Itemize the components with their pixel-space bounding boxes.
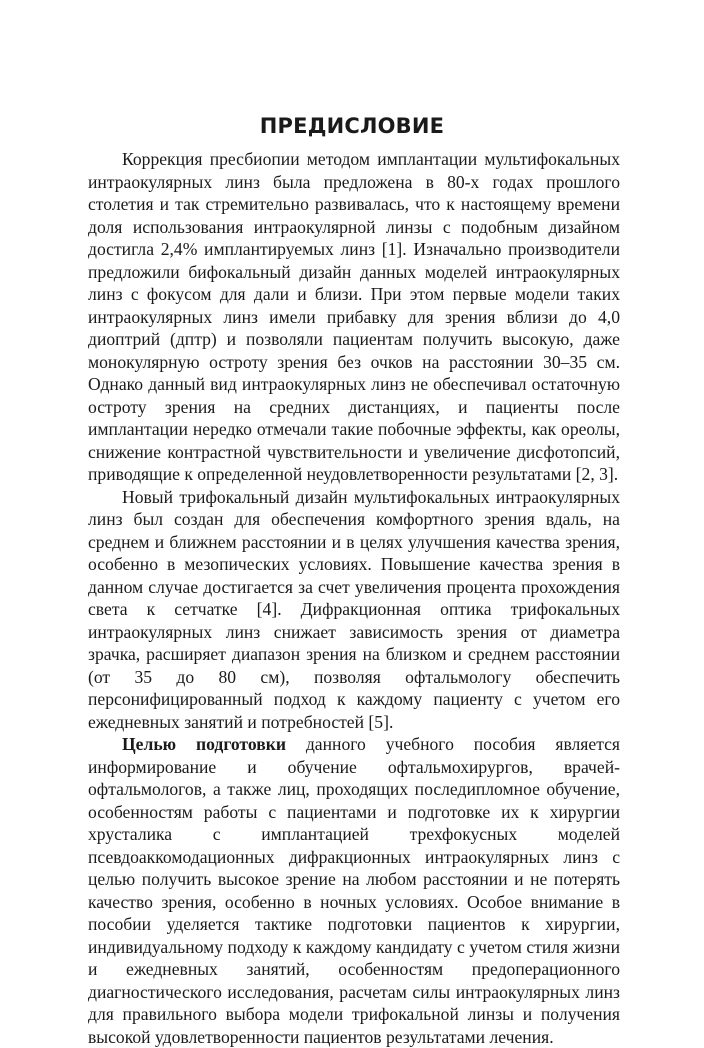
document-body — [88, 148, 620, 1048]
paragraph-1: Коррекция пресбиопии методом имплантации мультифокальных интраокулярных линз была предложена в 80-х годах прошлого столетия и так стремительно развивалась, что к настоящему времени доля использования интраокулярной линзы с подобным дизайном достигла 2,4% имплантируемых линз [1]. Изначально производители предложили бифокальный дизайн данных моделей интраокулярных линз с фокусом для дали и близи. При этом первые модели таких интраокулярных линз имели прибавку для зрения вблизи до 4,0 диоптрий (дптр) и позволяли пациентам получить высокую, даже монокулярную остроту зрения без очков на расстоянии 30–35 см. Однако данный вид интраокулярных линз не обеспечивал остаточную остроту зрения на средних дистанциях, и пациенты после имплантации нередко отмечали такие побочные эффекты, как ореолы, снижение контрастной чувствительности и увеличение дисфотопсий, приводящие к определенной неудовлетворенности результатами [2, 3]. — [88, 149, 620, 484]
page-title: ПРЕДИСЛОВИЕ — [259, 114, 445, 138]
paragraph-3 — [88, 733, 620, 1048]
paragraph-3-bold-lead: Целью подготовки — [122, 734, 286, 754]
paragraph-2: Новый трифокальный дизайн мультифокальных интраокулярных линз был создан для обеспечения комфортного зрения вдаль, на среднем и ближнем расстоянии и в целях улучшения качества зрения, особенно в мезопических условиях. Повышение качества зрения в данном случае достигается за счет увеличения процента прохождения света к сетчатке [4]. Дифракционная оптика трифокальных интраокулярных линз снижает зависимость зрения от диаметра зрачка, расширяет диапазон зрения на близком и среднем расстоянии (от 35 до 80 см), позволяя офтальмологу обеспечить персонифицированный подход к каждому пациенту с учетом его ежедневных занятий и потребностей [5]. — [88, 486, 620, 732]
paragraph-3-text: данного учебного пособия является информирование и обучение офтальмохирургов, врачей-офтальмологов, а также лиц, проходящих последипломное обучение, особенностям работы с пациентами и подготовке их к хирургии хрусталика с имплантацией трехфокусных моделей псевдоаккомодационных дифракционных интраокулярных линз с целью получить высокое зрение на любом расстоянии и не потерять качество зрения, особенно в ночных условиях. Особое внимание в пособии уделяется тактике подготовки пациентов к хирургии, индивидуальному подходу к каждому кандидату с учетом стиля жизни и ежедневных занятий, особенностям предоперационного диагностического исследования, расчетам силы интраокулярных линз для правильного выбора модели трифокальной линзы и получения высокой удовлетворенности пациентов результатами лечения. — [88, 734, 621, 1047]
